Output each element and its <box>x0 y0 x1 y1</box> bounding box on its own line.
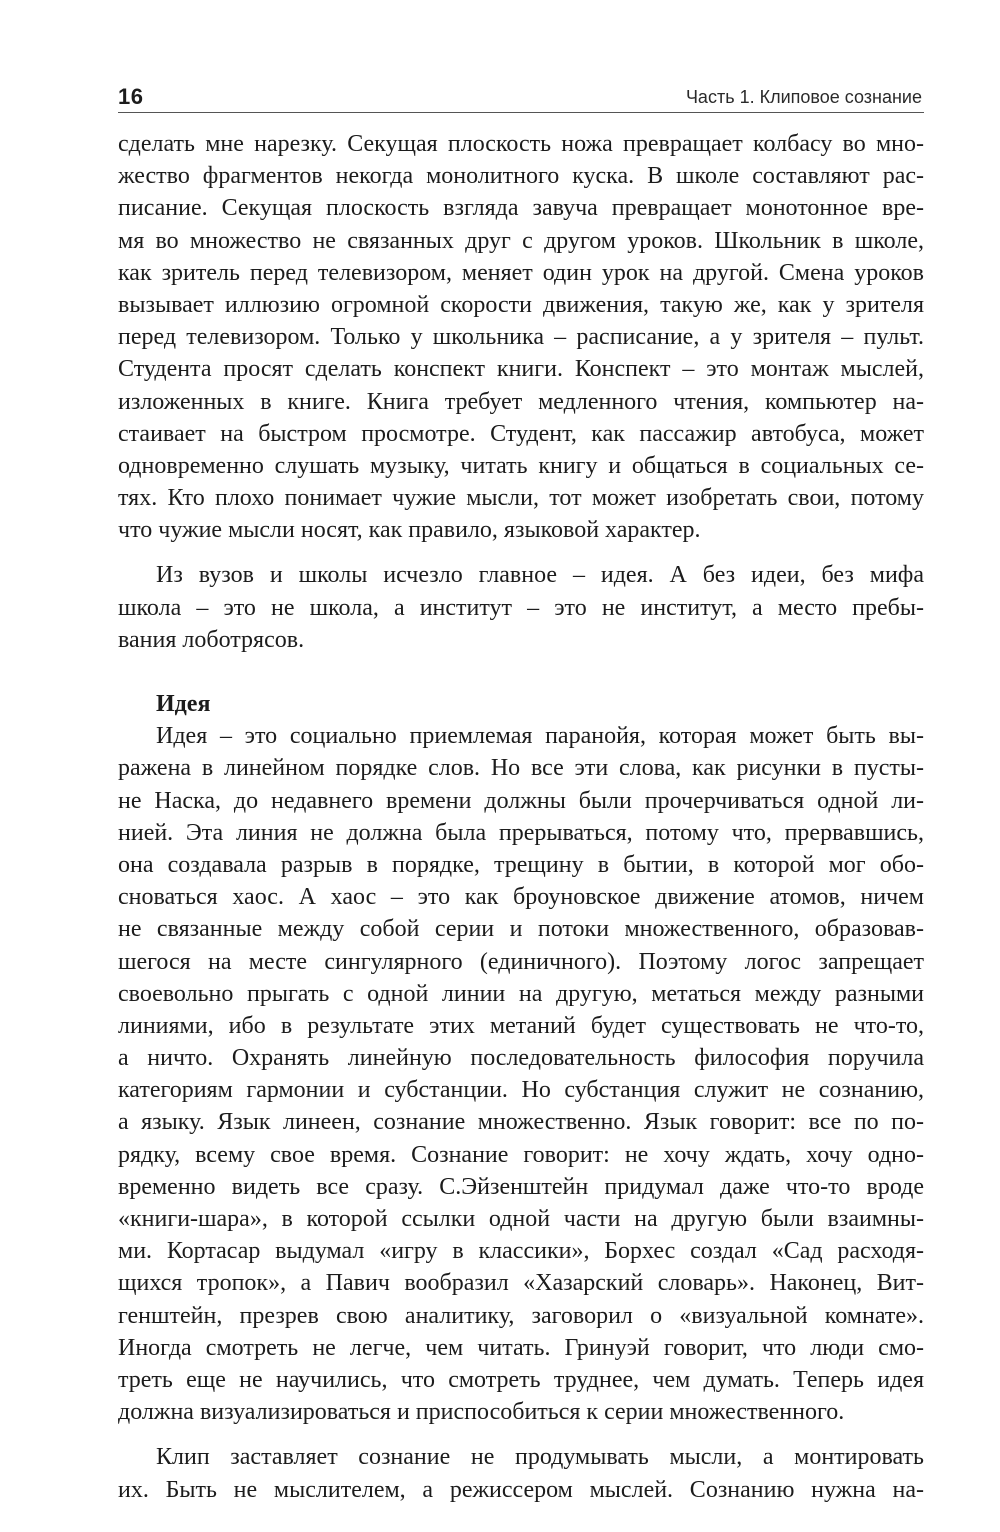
text-line: генштейн, презрев свою аналитику, заговорил о «визуальной комнате». <box>118 1302 924 1329</box>
body-text <box>118 128 924 1506</box>
text-line: она создавала разрыв в порядке, трещину в бытии, в которой мог обо- <box>118 851 924 878</box>
text-line: щихся тропок», а Павич вообразил «Хазарский словарь». Наконец, Вит- <box>118 1270 924 1297</box>
text-line: шегося на месте сингулярного (единичного). Поэтому логос запрещает <box>118 948 924 975</box>
text-line: что чужие мысли носят, как правило, языковой характер. <box>118 517 701 544</box>
text-line: нией. Эта линия не должна была прерываться, потому что, прервавшись, <box>118 819 924 846</box>
text-line: вания лоботрясов. <box>118 626 305 653</box>
text-line: вызывает иллюзию огромной скорости движения, такую же, как у зрителя <box>118 291 924 318</box>
text-line: линиями, ибо в результате этих метаний будет существовать не что-то, <box>118 1012 924 1039</box>
text-line: школа – это не школа, а институт – это не институт, а место пребы- <box>118 594 924 621</box>
paragraph <box>118 128 924 546</box>
paragraph <box>118 559 924 656</box>
text-line: сделать мне нарезку. Секущая плоскость ножа превращает колбасу во мно- <box>118 131 924 157</box>
text-line: мя во множество не связанных друг с другом уроков. Школьник в школе, <box>118 227 924 254</box>
text-line: как зритель перед телевизором, меняет один урок на другой. Смена уроков <box>118 259 924 286</box>
text-line: рядку, всему свое время. Сознание говорит: не хочу ждать, хочу одно- <box>118 1141 924 1168</box>
text-line: Иногда смотреть не легче, чем читать. Гринуэй говорит, что люди смо- <box>118 1334 924 1361</box>
text-line: стаивает на быстром просмотре. Студент, как пассажир автобуса, может <box>118 420 924 447</box>
text-line: «книги-шара», в которой ссылки одной части на другую были взаимны- <box>118 1206 924 1232</box>
text-line: а языку. Язык линеен, сознание множественно. Язык говорит: все по по- <box>118 1109 924 1136</box>
text-line: жество фрагментов некогда монолитного куска. В школе составляют рас- <box>118 163 924 190</box>
text-line: а ничто. Охранять линейную последовательность философия поручила <box>118 1045 924 1072</box>
text-line: тях. Кто плохо понимает чужие мысли, тот может изобретать свои, потому <box>118 485 924 512</box>
text-line: перед телевизором. Только у школьника – расписание, а у зрителя – пульт. <box>118 324 924 351</box>
text-line: должна визуализироваться и приспособиться к серии множественного. <box>118 1399 845 1426</box>
text-line: их. Быть не мыслителем, а режиссером мыслей. Сознанию нужна на- <box>118 1476 924 1503</box>
paragraph <box>118 1441 924 1505</box>
text-line: изложенных в книге. Книга требует медленного чтения, компьютер на- <box>118 388 924 415</box>
section <box>118 688 924 1428</box>
running-header <box>118 84 924 113</box>
text-line: Из вузов и школы исчезло главное – идея. А без идеи, без мифа <box>156 562 924 589</box>
text-line: Идея – это социально приемлемая паранойя, которая может быть вы- <box>156 723 924 750</box>
text-line: категориям гармонии и субстанции. Но субстанция служит не сознанию, <box>118 1077 924 1104</box>
text-line: треть еще не научились, что смотреть труднее, чем думать. Теперь идея <box>118 1366 924 1393</box>
text-line: не связанные между собой серии и потоки множественного, образовав- <box>118 916 924 943</box>
running-title: Часть 1. Клиповое сознание <box>685 87 922 107</box>
page-number: 16 <box>118 84 144 109</box>
text-line: Клип заставляет сознание не продумывать мысли, а монтировать <box>156 1444 924 1471</box>
text-line: Студента просят сделать конспект книги. Конспект – это монтаж мыслей, <box>118 356 924 383</box>
section-heading: Идея <box>156 691 211 717</box>
text-line: не Наска, до недавнего времени должны были прочерчиваться одной ли- <box>118 787 924 814</box>
text-line: одновременно слушать музыку, читать книгу и общаться в социальных се- <box>118 452 924 479</box>
text-line: ми. Кортасар выдумал «игру в классики», Борхес создал «Сад расходя- <box>118 1238 924 1265</box>
text-line: сноваться хаос. А хаос – это как броуновское движение атомов, ничем <box>118 884 924 911</box>
text-line: своевольно прыгать с одной линии на другую, метаться между разными <box>118 980 924 1007</box>
text-line: писание. Секущая плоскость взгляда завуча превращает монотонное вре- <box>118 195 924 222</box>
text-line: временно видеть все сразу. С.Эйзенштейн придумал даже что-то вроде <box>118 1173 924 1200</box>
text-line: ражена в линейном порядке слов. Но все эти слова, как рисунки в пусты- <box>118 755 924 782</box>
